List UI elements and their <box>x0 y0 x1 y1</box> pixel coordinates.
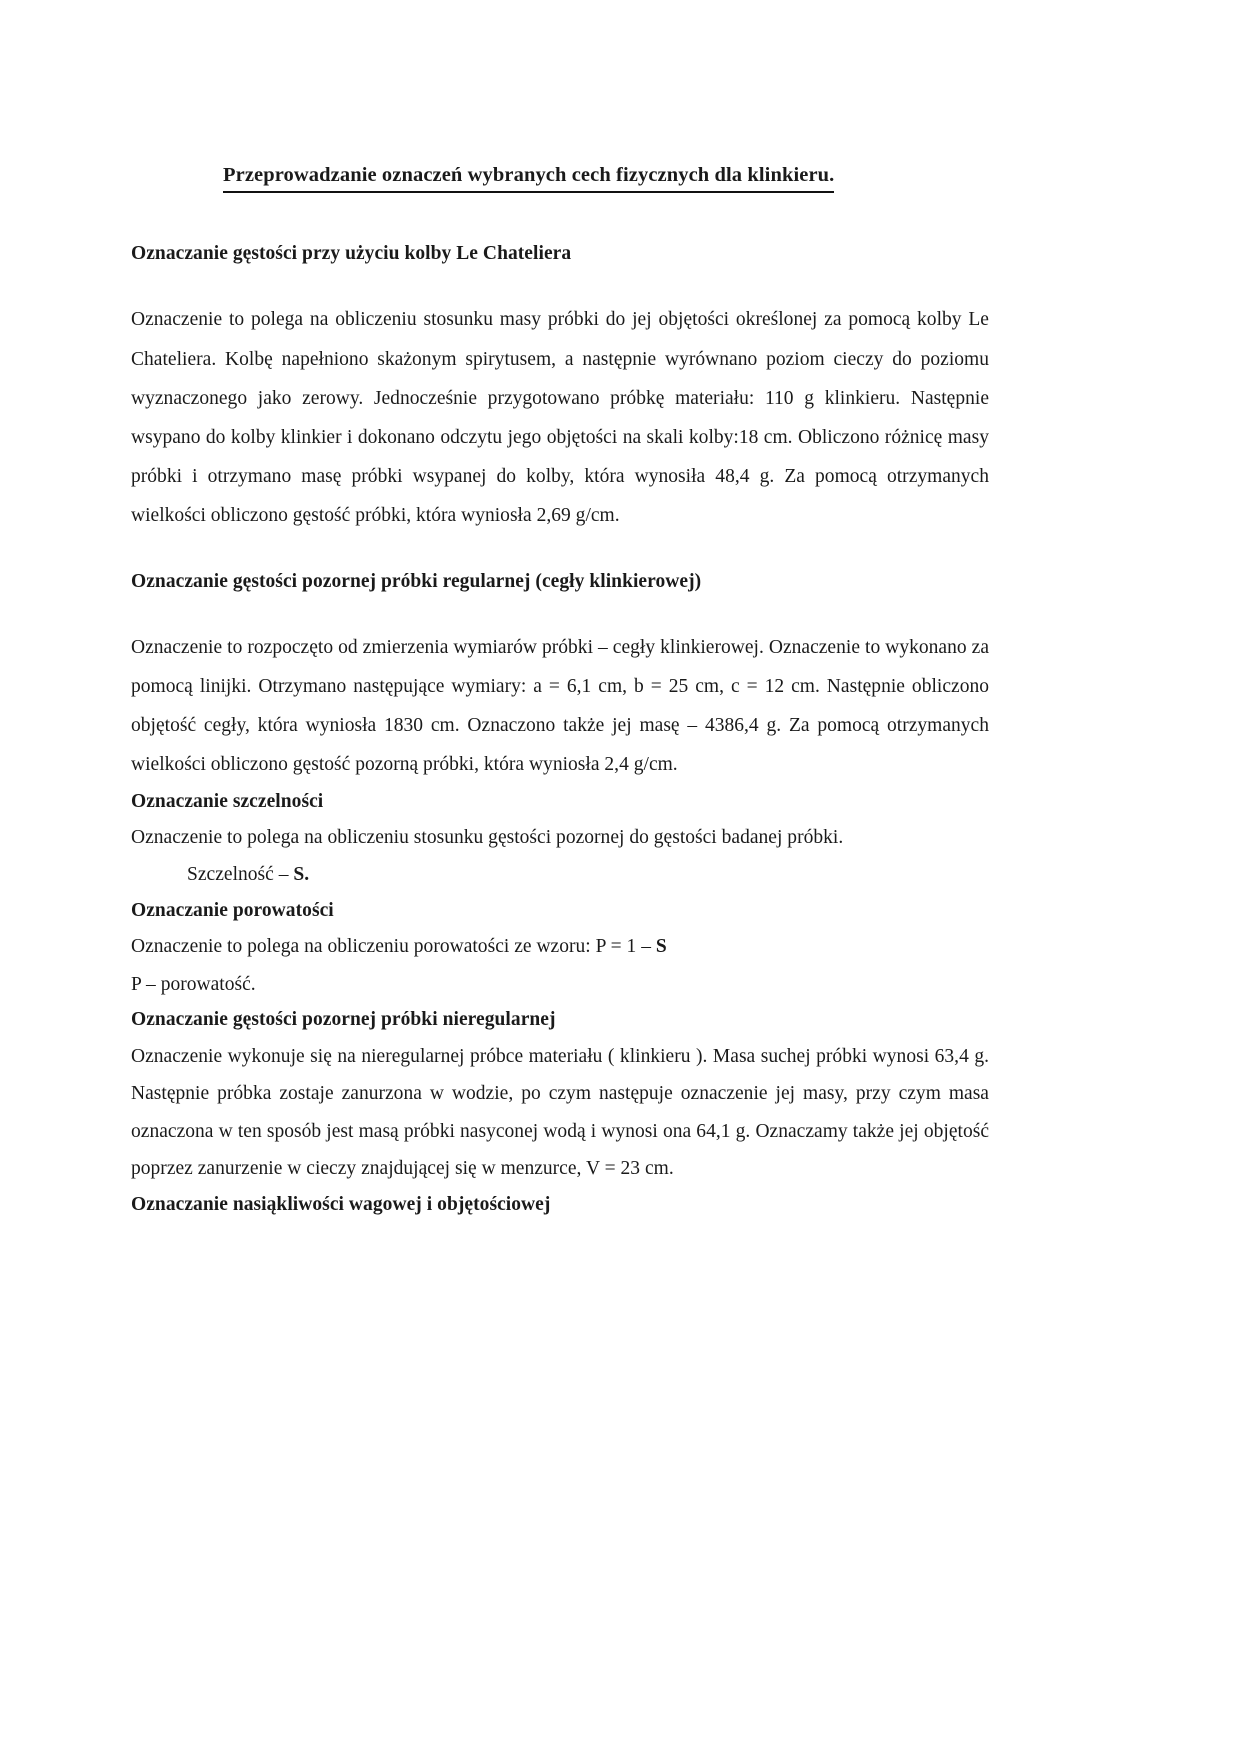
section-heading-gestosc-pozorna-nieregularna: Oznaczanie gęstości pozornej próbki nieregularnej <box>131 1009 556 1031</box>
spacer <box>131 536 989 569</box>
section-paragraph-porowatosc <box>131 928 989 966</box>
section-paragraph-szczelnosc: Oznaczenie to polega na obliczeniu stosunku gęstości pozornej do gęstości badanej próbki. <box>131 826 844 848</box>
porowatosc-formula-text: Oznaczenie to polega na obliczeniu porowatości ze wzoru: P = 1 – <box>131 936 656 958</box>
szczelnosc-symbol: S. <box>293 864 310 886</box>
section-paragraph-gestosc-pozorna-nieregularna: Oznaczenie wykonuje się na nieregularnej próbce materiału ( klinkieru ). Masa suchej próbki wynosi 63,4 g. Następnie próbka zostaje zanurzona w wodzie, po czym następuje oznaczenie jej masy, przy czym masa oznaczona w ten sposób jest masą próbki nasyconej wodą i wynosi ona 64,1 g. Oznaczamy także jej objętość poprzez zanurzenie w cieczy znajdującej się w menzurce, V = 23 cm. <box>131 1045 989 1180</box>
spacer <box>131 197 989 241</box>
section-heading-gestosc-pozorna-regularna: Oznaczanie gęstości pozornej próbki regularnej (cegły klinkierowej) <box>131 570 702 592</box>
section-paragraph-gestosc-pozorna-regularna: Oznaczenie to rozpoczęto od zmierzenia wymiarów próbki – cegły klinkierowej. Oznaczenie to wykonano za pomocą linijki. Otrzymano następujące wymiary: a = 6,1 cm, b = 25 cm, c = 12 cm. Następnie obliczono objętość cegły, która wyniosła 1830 cm. Oznaczono także jej masę – 4386,4 g. Za pomocą otrzymanych wielkości obliczono gęstość pozorną próbki, która wyniosła 2,4 g/cm. <box>131 636 989 776</box>
spacer <box>131 267 989 300</box>
porowatosc-definition-line: P – porowatość. <box>131 973 256 995</box>
title-block <box>131 163 989 197</box>
document-body <box>131 163 989 1218</box>
section-heading-nasiakliwosc: Oznaczanie nasiąkliwości wagowej i objętościowej <box>131 1193 551 1215</box>
section-heading-szczelnosc: Oznaczanie szczelności <box>131 790 324 812</box>
szczelnosc-symbol-line <box>131 856 989 894</box>
spacer <box>131 595 989 628</box>
section-heading-gestosc-kolba: Oznaczanie gęstości przy użyciu kolby Le Chateliera <box>131 243 572 264</box>
page-title: Przeprowadzanie oznaczeń wybranych cech fizycznych dla klinkieru. <box>223 163 834 193</box>
szczelnosc-label: Szczelność – <box>187 864 294 886</box>
section-paragraph-gestosc-kolba: Oznaczenie to polega na obliczeniu stosunku masy próbki do jej objętości określonej za pomocą kolby Le Chateliera. Kolbę napełniono skażonym spirytusem, a następnie wyrównano poziom cieczy do poziomu wyznaczonego jako zerowy. Jednocześnie przygotowano próbkę materiału: 110 g klinkieru. Następnie wsypano do kolby klinkier i dokonano odczytu jego objętości na skali kolby:18 cm. Obliczono różnicę masy próbki i otrzymano masę próbki wsypanej do kolby, która wynosiła 48,4 g. Za pomocą otrzymanych wielkości obliczono gęstość próbki, która wyniosła 2,69 g/cm. <box>131 309 989 527</box>
porowatosc-formula-symbol: S <box>655 936 667 958</box>
section-heading-porowatosc: Oznaczanie porowatości <box>131 899 334 921</box>
